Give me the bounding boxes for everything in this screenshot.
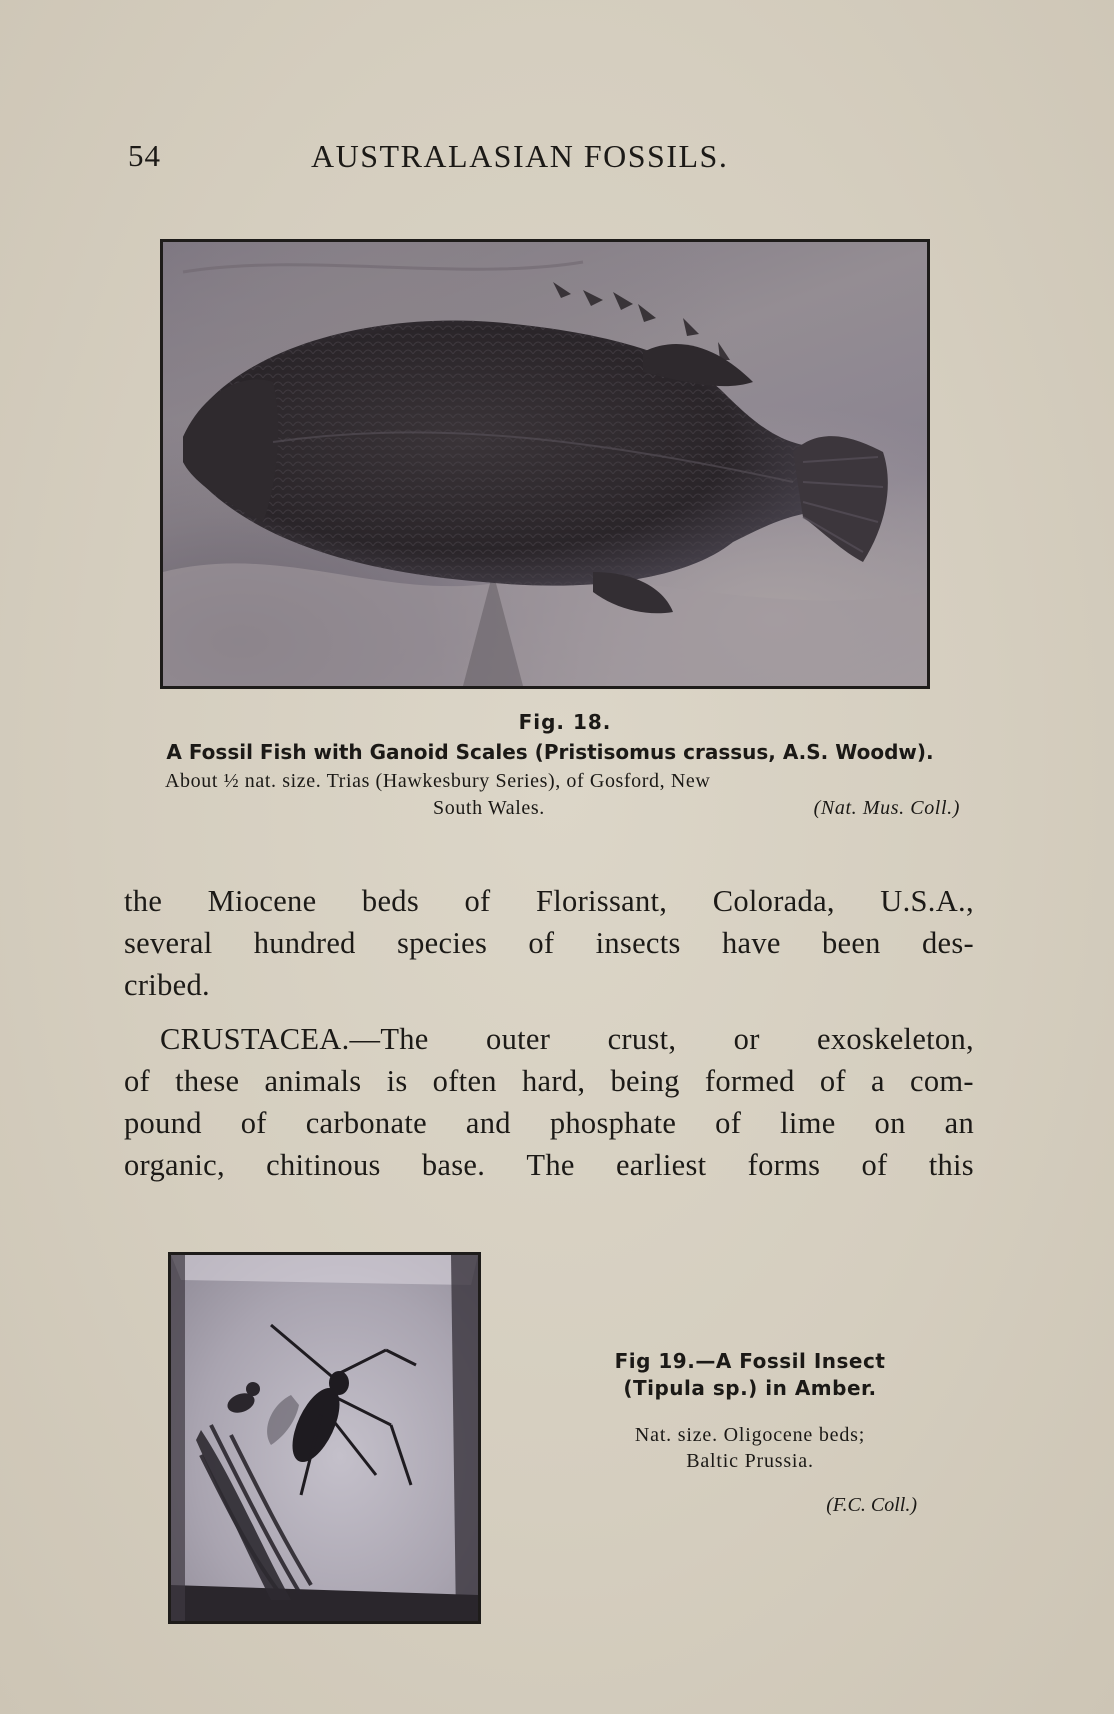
paragraph-2 bbox=[124, 1018, 974, 1186]
figure-18-collection: (Nat. Mus. Coll.) bbox=[813, 797, 960, 819]
paragraph-1-line-2: several hundred species of insects have been des- bbox=[124, 926, 974, 960]
fossil-insect-photo bbox=[168, 1252, 481, 1624]
insect-in-amber-illustration bbox=[171, 1255, 478, 1621]
figure-19-caption bbox=[575, 1348, 925, 1517]
figure-19-detail-line1: Nat. size. Oligocene beds; bbox=[634, 1424, 866, 1446]
paragraph-1-line-3: cribed. bbox=[124, 968, 210, 1002]
paragraph-2-line-1: CRUSTACEA.—The outer crust, or exoskeleton, bbox=[160, 1022, 974, 1056]
paragraph-1 bbox=[124, 880, 974, 1006]
paragraph-2-line-2: of these animals is often hard, being formed of a com- bbox=[124, 1064, 974, 1098]
fossil-fish-illustration bbox=[163, 242, 927, 686]
figure-18-detail-line2-row bbox=[165, 795, 960, 822]
fossil-fish-photo bbox=[160, 239, 930, 689]
paragraph-1-line-1: the Miocene beds of Florissant, Colorada, U.S.A., bbox=[124, 884, 974, 918]
figure-19-title-line1: Fig 19.—A Fossil Insect bbox=[614, 1349, 886, 1373]
page-number: 54 bbox=[128, 138, 161, 173]
paragraph-2-line-3: pound of carbonate and phosphate of lime on an bbox=[124, 1106, 974, 1140]
figure-19-collection: (F.C. Coll.) bbox=[826, 1494, 917, 1516]
figure-18-detail-line1: About ½ nat. size. Trias (Hawkesbury Series), of Gosford, New bbox=[165, 770, 711, 792]
figure-18-detail bbox=[165, 768, 960, 822]
figure-18-caption bbox=[140, 710, 960, 822]
paragraph-2-line-4: organic, chitinous base. The earliest forms of this bbox=[124, 1148, 974, 1182]
body-text bbox=[124, 880, 974, 1186]
figure-19-detail-line2: Baltic Prussia. bbox=[686, 1450, 814, 1472]
running-title: AUSTRALASIAN FOSSILS. bbox=[311, 138, 729, 174]
running-head bbox=[128, 138, 988, 182]
figure-19-title-line2: (Tipula sp.) in Amber. bbox=[623, 1376, 877, 1400]
figure-18-detail-line2: South Wales. bbox=[433, 797, 545, 819]
figure-18-number: Fig. 18. bbox=[518, 710, 612, 734]
figure-18-title: A Fossil Fish with Ganoid Scales (Pristisomus crassus, A.S. Woodw). bbox=[166, 740, 934, 764]
